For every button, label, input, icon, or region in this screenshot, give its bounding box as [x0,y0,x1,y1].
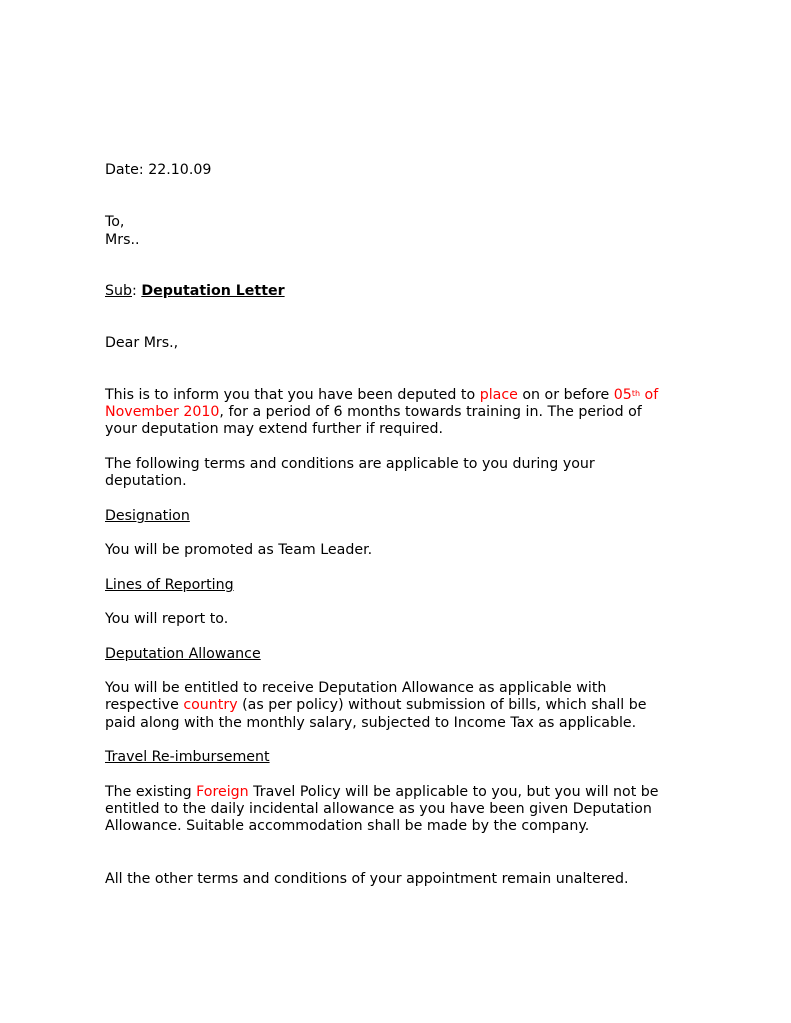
allowance-text-a: respective [105,697,184,713]
placeholder-month: November 2010 [105,404,220,420]
closing-line: All the other terms and conditions of your appointment remain unaltered. [105,871,629,887]
subject-prefix: Sub [105,283,133,299]
allowance-text-b: (as per policy) without submission of bills, which shall be [237,697,647,713]
subject-colon: : [132,283,142,299]
reporting-heading: Lines of Reporting [105,577,234,593]
letter-recipient: Mrs.. [105,232,140,248]
allowance-line3: paid along with the monthly salary, subjected to Income Tax as applicable. [105,715,637,731]
placeholder-foreign: Foreign [196,784,249,800]
placeholder-day [614,387,658,403]
reporting-text: You will report to. [105,611,229,627]
travel-text-b: Travel Policy will be applicable to you, but you will not be [248,784,659,800]
para1-text-b: on or before [517,387,614,403]
subject-title: Deputation Letter [141,283,285,299]
designation-text: You will be promoted as Team Leader. [105,542,373,558]
day-of: of [640,387,659,403]
allowance-line1: You will be entitled to receive Deputation Allowance as applicable with [105,680,607,696]
letter-date: Date: 22.10.09 [105,162,212,178]
para1-line2 [105,404,642,421]
para1-line3: your deputation may extend further if required. [105,421,444,437]
travel-line3: Allowance. Suitable accommodation shall be made by the company. [105,818,590,834]
para2-line2: deputation. [105,473,187,489]
travel-line2: entitled to the daily incidental allowance as you have been given Deputation [105,801,652,817]
day-value: 05 [613,387,632,403]
letter-to: To, [105,214,125,230]
day-suffix: th [631,389,641,398]
travel-line1 [105,784,659,801]
travel-heading: Travel Re-imbursement [105,749,270,765]
para1-line1 [105,387,658,404]
letter-subject-line [105,283,285,300]
placeholder-country: country [183,697,238,713]
para1-text-a: This is to inform you that you have been deputed to [105,387,480,403]
allowance-line2 [105,697,647,714]
allowance-heading: Deputation Allowance [105,646,261,662]
letter-salutation: Dear Mrs., [105,335,179,351]
para2-line1: The following terms and conditions are applicable to you during your [105,456,595,472]
travel-text-a: The existing [105,784,197,800]
para1-text-c: , for a period of 6 months towards training in. The period of [219,404,642,420]
placeholder-place: place [479,387,518,403]
designation-heading: Designation [105,508,190,524]
